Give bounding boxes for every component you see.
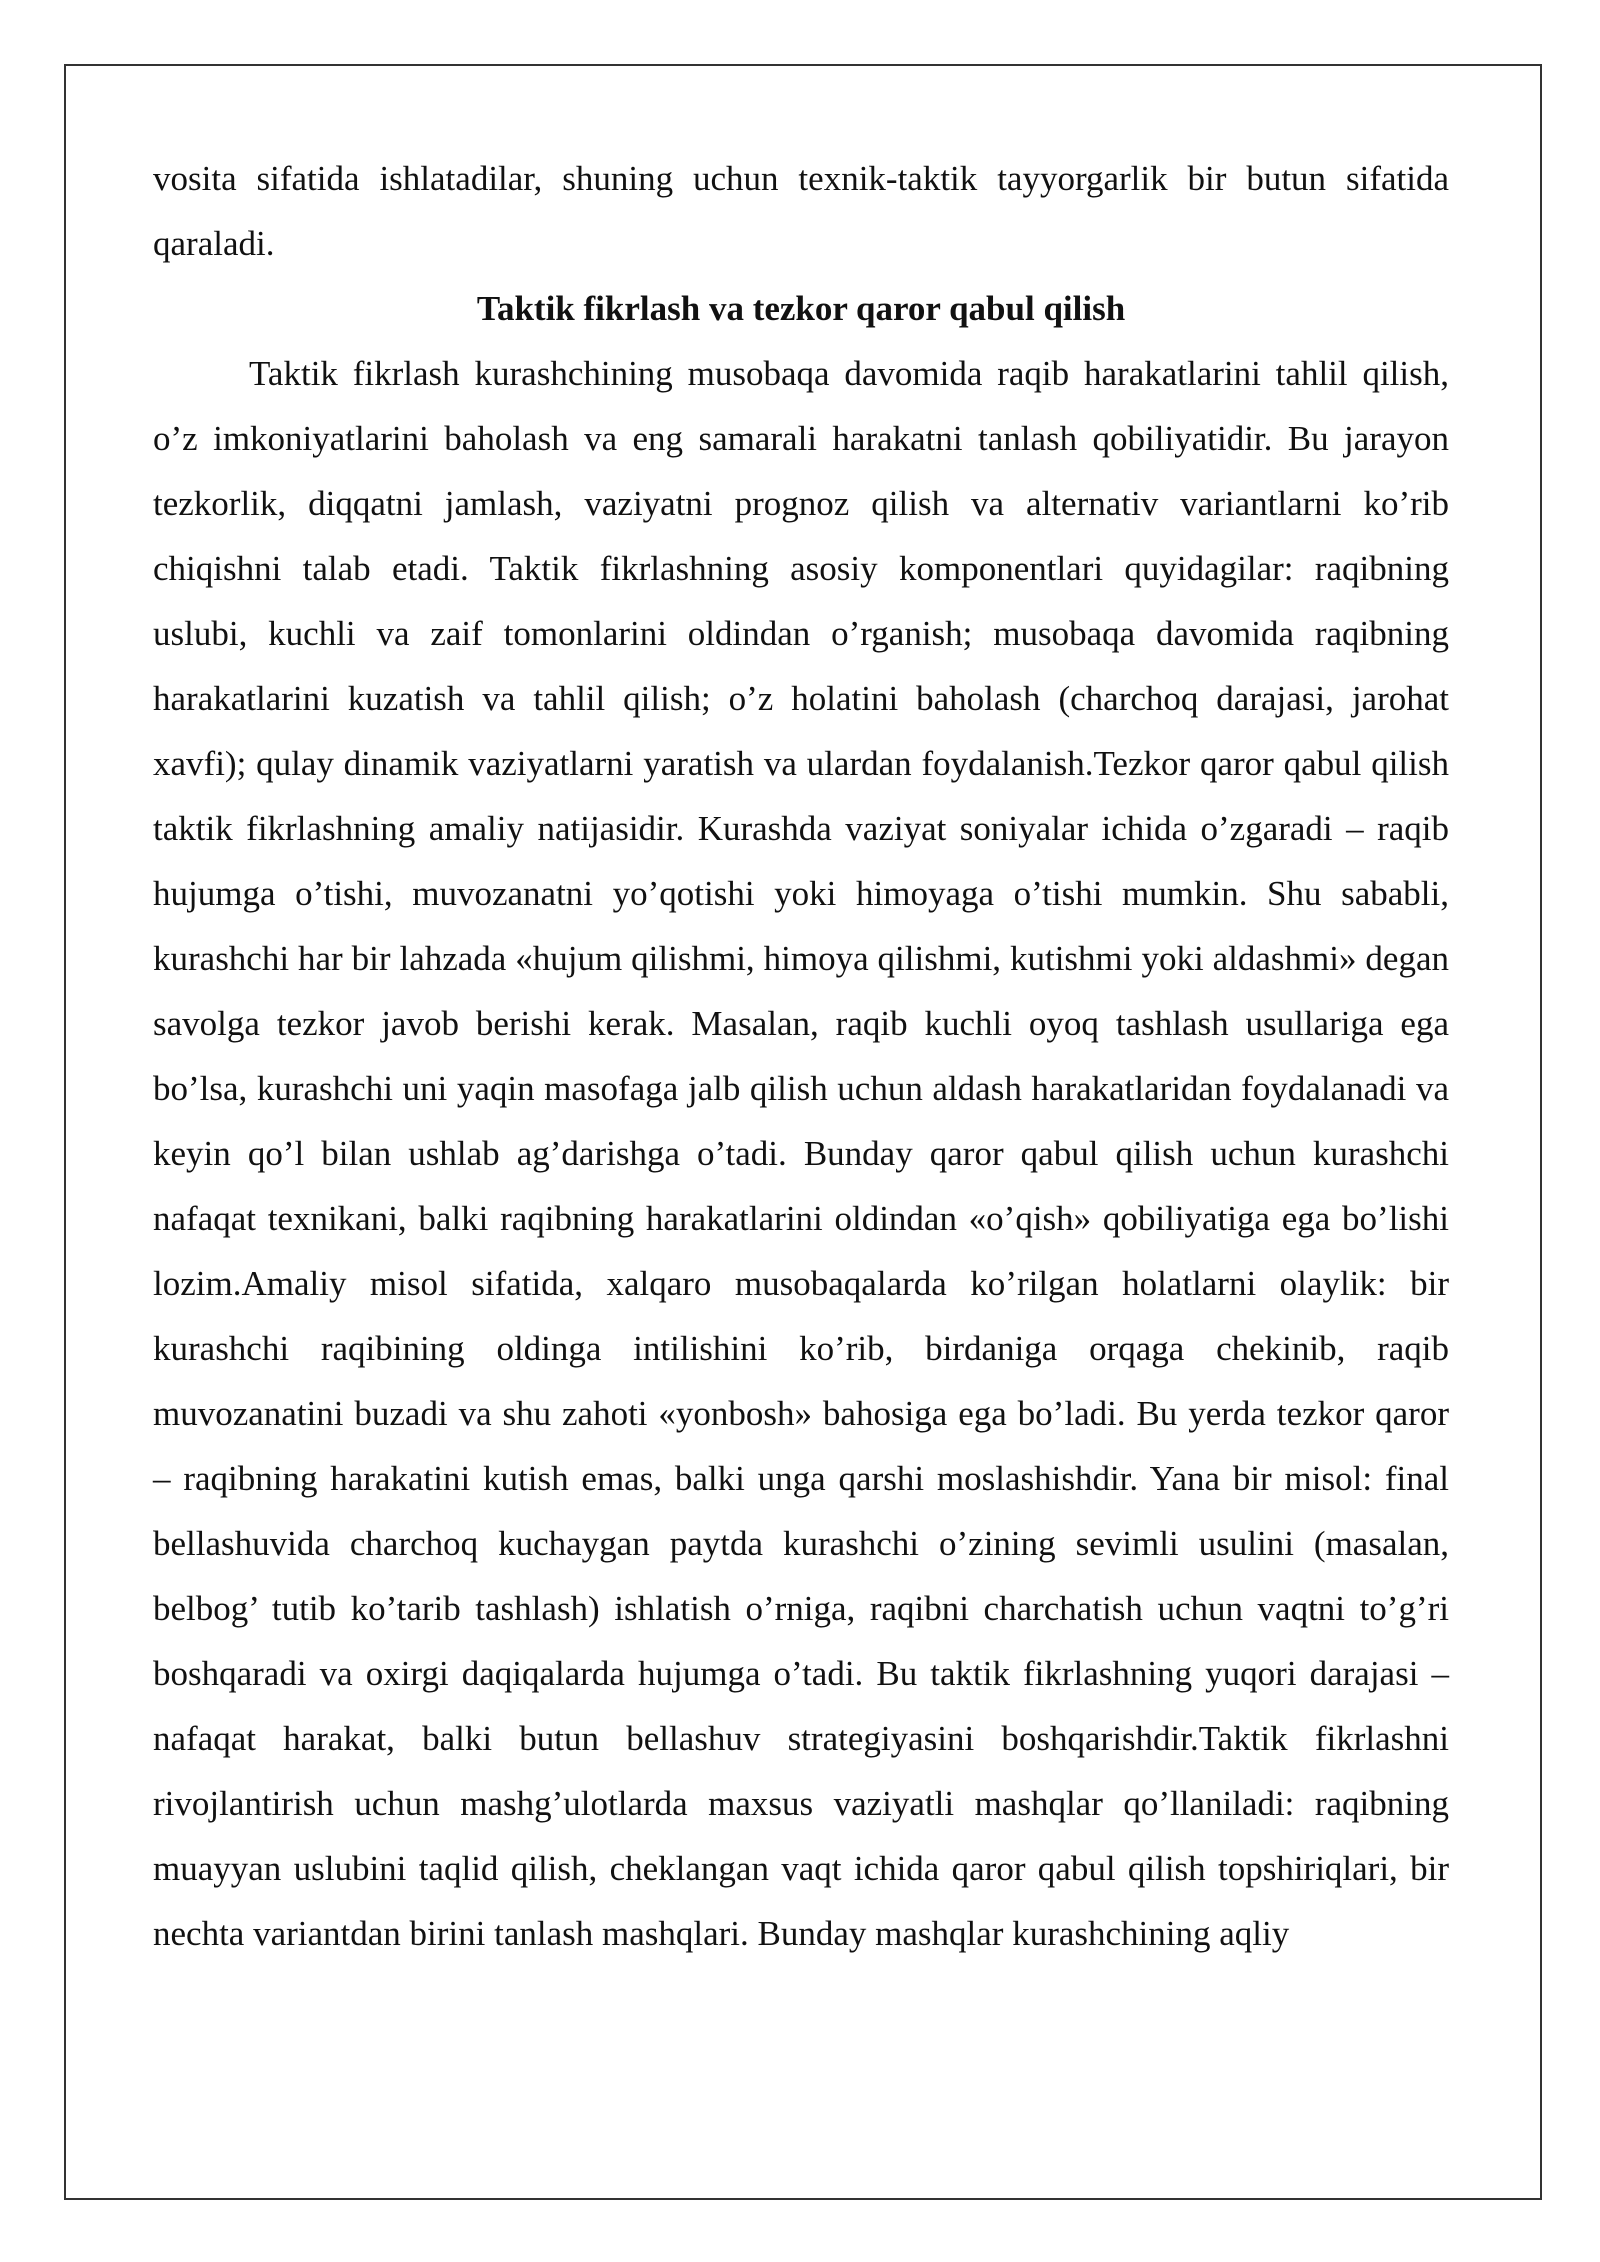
- body-paragraph: Taktik fikrlash kurashchining musobaqa davomida raqib harakatlarini tahlil qilish, o’z imkoniyatlarini baholash va eng samarali harakatni tanlash qobiliyatidir. Bu jarayon tezkorlik, diqqatni jamlash, vaziyatni prognoz qilish va alternativ variantlarni ko’rib chiqishni talab etadi. Taktik fikrlashning asosiy komponentlari quyidagilar: raqibning uslubi, kuchli va zaif tomonlarini oldindan o’rganish; musobaqa davomida raqibning harakatlarini kuzatish va tahlil qilish; o’z holatini baholash (charchoq darajasi, jarohat xavfi); qulay dinamik vaziyatlarni yaratish va ulardan foydalanish.Tezkor qaror qabul qilish taktik fikrlashning amaliy natijasidir. Kurashda vaziyat soniyalar ichida o’zgaradi – raqib hujumga o’tishi, muvozanatni yo’qotishi yoki himoyaga o’tishi mumkin. Shu sababli, kurashchi har bir lahzada «hujum qilishmi, himoya qilishmi, kutishmi yoki aldashmi» degan savolga tezkor javob berishi kerak. Masalan, raqib kuchli oyoq tashlash usullariga ega bo’lsa, kurashchi uni yaqin masofaga jalb qilish uchun aldash harakatlaridan foydalanadi va keyin qo’l bilan ushlab ag’darishga o’tadi. Bunday qaror qabul qilish uchun kurashchi nafaqat texnikani, balki raqibning harakatlarini oldindan «o’qish» qobiliyatiga ega bo’lishi lozim.Amaliy misol sifatida, xalqaro musobaqalarda ko’rilgan holatlarni olaylik: bir kurashchi raqibining oldinga intilishini ko’rib, birdaniga orqaga chekinib, raqib muvozanatini buzadi va shu zahoti «yonbosh» bahosiga ega bo’ladi. Bu yerda tezkor qaror – raqibning harakatini kutish emas, balki unga qarshi moslashishdir. Yana bir misol: final bellashuvida charchoq kuchaygan paytda kurashchi o’zining sevimli usulini (masalan, belbog’ tutib ko’tarib tashlash) ishlatish o’rniga, raqibni charchatish uchun vaqtni to’g’ri boshqaradi va oxirgi daqiqalarda hujumga o’tadi. Bu taktik fikrlashning yuqori darajasi – nafaqat harakat, balki butun bellashuv strategiyasini boshqarishdir.Taktik fikrlashni rivojlantirish uchun mashg’ulotlarda maxsus vaziyatli mashqlar qo’llaniladi: raqibning muayyan uslubini taqlid qilish, cheklangan vaqt ichida qaror qabul qilish topshiriqlari, bir nechta variantdan birini tanlash mashqlari. Bunday mashqlar kurashchining aqliy: [153, 354, 1449, 1953]
- document-body: [153, 146, 1449, 1966]
- continuation-paragraph: vosita sifatida ishlatadilar, shuning uchun texnik-taktik tayyorgarlik bir butun sifatida qaraladi.: [153, 159, 1449, 263]
- section-heading: Taktik fikrlash va tezkor qaror qabul qilish: [476, 289, 1126, 328]
